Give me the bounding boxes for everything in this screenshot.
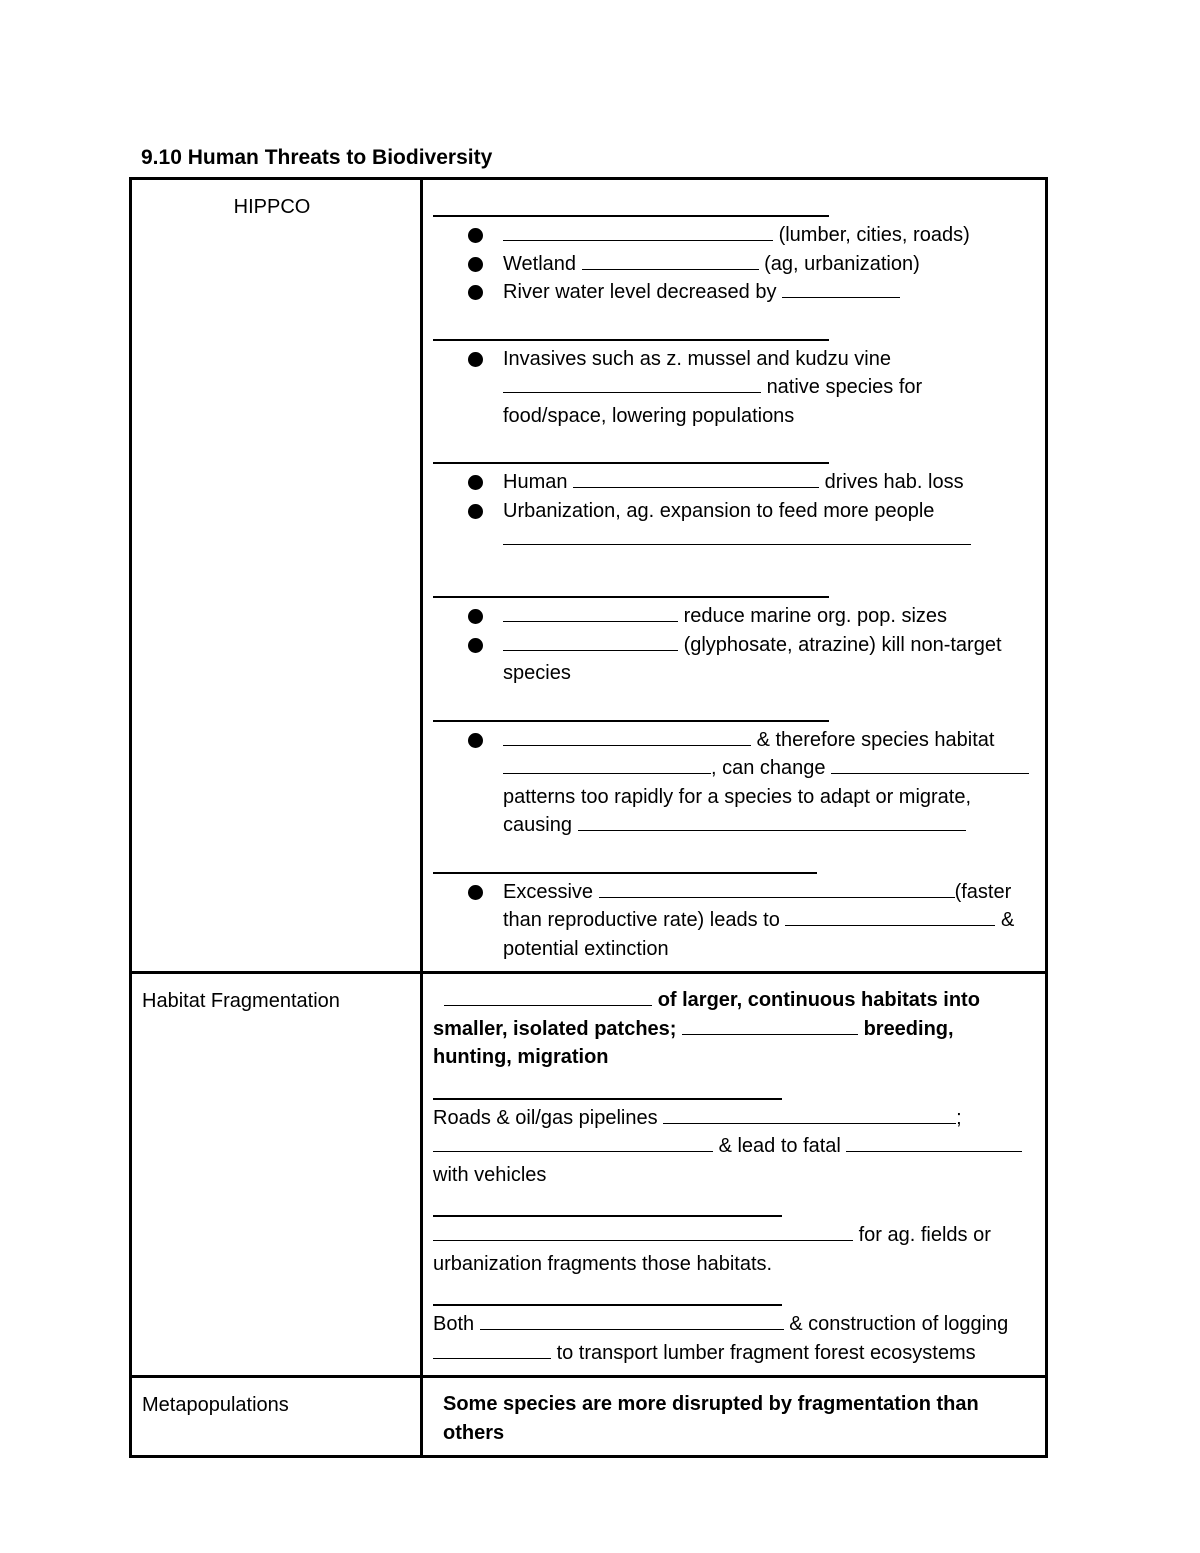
answer-blank[interactable] (682, 1016, 858, 1035)
answer-blank[interactable] (433, 698, 829, 722)
fragmentation-label: Habitat Fragmentation (131, 973, 422, 1377)
answer-blank[interactable] (433, 440, 829, 464)
page-title: 9.10 Human Threats to Biodiversity (141, 146, 493, 169)
hippco-content (422, 179, 1047, 973)
table-row (131, 1377, 1047, 1457)
answer-blank[interactable] (433, 1340, 551, 1359)
answer-blank[interactable] (433, 1222, 853, 1241)
answer-blank[interactable] (503, 603, 678, 622)
bullet-icon (468, 885, 483, 900)
table-row (131, 179, 1047, 973)
fragmentation-definition: of larger, continuous habitats into smaller, isolated patches; breeding, hunting, migration (433, 989, 980, 1068)
bullet-icon (468, 285, 483, 300)
hippco-section (433, 440, 1033, 582)
fragmentation-paragraph: Both & construction of logging to transport lumber fragment forest ecosystems (433, 1313, 1009, 1364)
bullet-icon (468, 257, 483, 272)
list-item: Wetland (ag, urbanization) (433, 250, 1033, 279)
bullet-icon (468, 475, 483, 490)
metapopulations-content (422, 1377, 1047, 1457)
answer-blank[interactable] (480, 1311, 784, 1330)
answer-blank[interactable] (433, 1193, 782, 1217)
answer-blank[interactable] (503, 526, 971, 545)
list-item: (lumber, cities, roads) (433, 221, 1033, 250)
bullet-icon (468, 228, 483, 243)
answer-blank[interactable] (503, 632, 678, 651)
answer-blank[interactable] (433, 850, 817, 874)
list-item: River water level decreased by (433, 278, 1033, 307)
fragmentation-paragraph: for ag. fields or urbanization fragments those habitats. (433, 1224, 991, 1275)
answer-blank[interactable] (503, 727, 751, 746)
bullet-icon (468, 609, 483, 624)
answer-blank[interactable] (433, 1282, 782, 1306)
answer-blank[interactable] (433, 1133, 713, 1152)
bullet-icon (468, 733, 483, 748)
fragmentation-paragraph: Roads & oil/gas pipelines ; & lead to fatal with vehicles (433, 1104, 1033, 1190)
list-item: reduce marine org. pop. sizes (433, 602, 1033, 631)
list-item: Human drives hab. loss (433, 468, 1033, 497)
answer-blank[interactable] (599, 879, 955, 898)
answer-blank[interactable] (503, 755, 711, 774)
answer-blank[interactable] (433, 193, 829, 217)
list-item: & therefore species habitat , can change patterns too rapidly for a species to adapt or migrate, causing (433, 726, 1033, 840)
bullet-icon (468, 352, 483, 367)
bullet-icon (468, 638, 483, 653)
answer-blank[interactable] (582, 251, 759, 270)
answer-blank[interactable] (578, 812, 966, 831)
answer-blank[interactable] (433, 317, 829, 341)
hippco-section (433, 317, 1033, 431)
answer-blank[interactable] (831, 755, 1029, 774)
worksheet-table (129, 177, 1048, 1458)
table-row (131, 973, 1047, 1377)
list-item: (glyphosate, atrazine) kill non-target species (433, 631, 1033, 688)
hippco-section (433, 574, 1033, 688)
hippco-section (433, 193, 1033, 307)
answer-blank[interactable] (444, 987, 652, 1006)
list-item: Invasives such as z. mussel and kudzu vine native species for food/space, lowering populations (433, 345, 1033, 431)
metapopulations-label: Metapopulations (131, 1377, 422, 1457)
answer-blank[interactable] (503, 222, 773, 241)
hippco-section (433, 850, 1033, 964)
answer-blank[interactable] (782, 279, 900, 298)
answer-blank[interactable] (846, 1133, 1022, 1152)
list-item: Urbanization, ag. expansion to feed more people (433, 497, 1033, 583)
answer-blank[interactable] (785, 907, 995, 926)
hippco-section (433, 698, 1033, 840)
answer-blank[interactable] (663, 1105, 956, 1124)
fragmentation-content (422, 973, 1047, 1377)
answer-blank[interactable] (433, 1076, 782, 1100)
hippco-label: HIPPCO (131, 179, 422, 973)
answer-blank[interactable] (503, 374, 761, 393)
list-item: Excessive (faster than reproductive rate) leads to & potential extinction (433, 878, 1033, 964)
answer-blank[interactable] (573, 469, 819, 488)
metapopulations-text: Some species are more disrupted by fragmentation than others (443, 1393, 979, 1444)
bullet-icon (468, 504, 483, 519)
